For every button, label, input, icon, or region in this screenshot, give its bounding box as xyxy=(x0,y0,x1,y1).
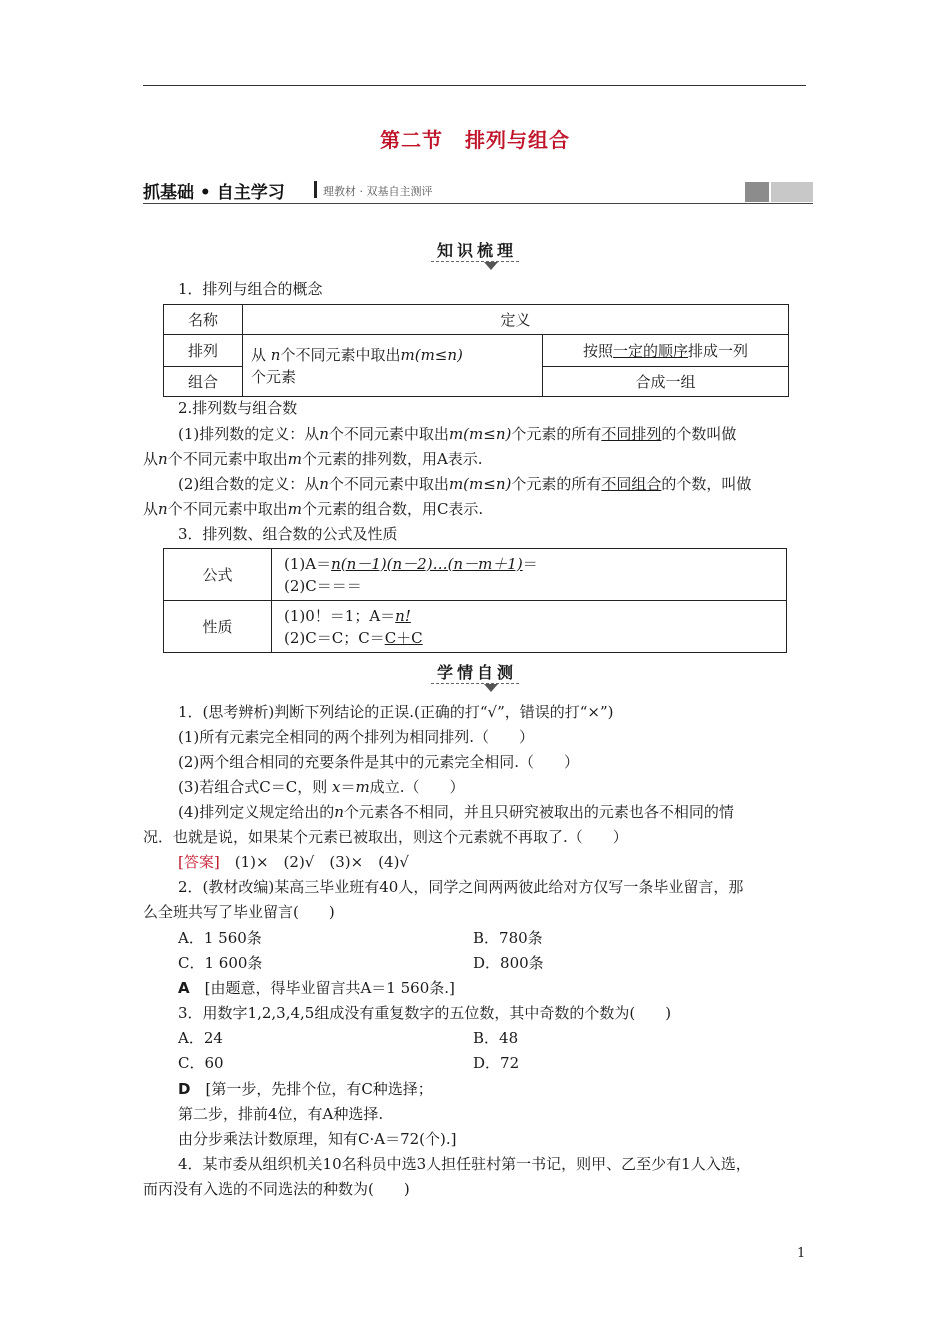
triangle-marker-icon xyxy=(484,262,498,270)
table2-formula-name: 公式 xyxy=(164,549,272,601)
q1-s2: (2)两个组合相同的充要条件是其中的元素完全相同.（ ） xyxy=(178,753,580,771)
table2-formula-cell: (1)A＝n(n－1)(n－2)…(n－m＋1)＝ (2)C＝＝＝ xyxy=(272,549,787,601)
q3-stem: 3．用数字1,2,3,4,5组成没有重复数字的五位数，其中奇数的个数为( ) xyxy=(178,1004,672,1022)
banner-title: 抓基础 • 自主学习 xyxy=(143,183,285,203)
banner-subtitle: 理教材 · 双基自主测评 xyxy=(323,185,433,198)
item2-p1-line2: 从n个不同元素中取出m个元素的排列数，用A表示. xyxy=(143,450,483,468)
section-name: 排列与组合 xyxy=(465,128,570,152)
triangle-marker-icon xyxy=(484,684,498,692)
q3-answer-line1: D [第一步，先排个位，有C种选择； xyxy=(178,1080,433,1098)
item2-title: 2.排列数与组合数 xyxy=(178,399,298,417)
table2-property-cell: (1)0！＝1；A＝n! (2)C＝C；C＝C＋C xyxy=(272,601,787,653)
item1-title: 1．排列与组合的概念 xyxy=(178,280,323,298)
q2-answer: A [由题意，得毕业留言共A＝1 560条.] xyxy=(178,979,455,997)
item3-title: 3．排列数、组合数的公式及性质 xyxy=(178,525,398,543)
q3-option-d: D．72 xyxy=(473,1054,520,1072)
q4-stem-line1: 4．某市委从组织机关10名科员中选3人担任驻村第一书记，则甲、乙至少有1人入选， xyxy=(178,1155,751,1173)
q1-s3: (3)若组合式C＝C，则 x＝m成立.（ ） xyxy=(178,778,465,796)
table1-row-perm-name: 排列 xyxy=(164,335,243,367)
section-title xyxy=(0,124,950,153)
q2-option-d: D．800条 xyxy=(473,954,544,972)
table1-comb-def: 合成一组 xyxy=(543,367,789,397)
header-rule xyxy=(143,85,806,86)
q3-answer-line2: 第二步，排前4位，有A种选择. xyxy=(178,1105,384,1123)
table1-row-comb-name: 组合 xyxy=(164,367,243,397)
q3-option-c: C．60 xyxy=(178,1054,224,1072)
q2-stem-line2: 么全班共写了毕业留言( ) xyxy=(143,903,335,921)
page-number: 1 xyxy=(797,1246,806,1261)
q1-s4-line2: 况．也就是说，如果某个元素已被取出，则这个元素就不再取了.（ ） xyxy=(143,828,628,846)
item2-p2-line2: 从n个不同元素中取出m个元素的组合数，用C表示. xyxy=(143,500,484,518)
banner-light-block xyxy=(771,182,813,202)
q4-stem-line2: 而丙没有入选的不同选法的种数为( ) xyxy=(143,1180,410,1198)
self-test-heading: 学情自测 xyxy=(0,660,950,683)
item2-p2-line1: (2)组合数的定义：从n个不同元素中取出m(m≤n)个元素的所有不同组合的个数，叫做 xyxy=(178,475,752,493)
item2-p1-line1: (1)排列数的定义：从n个不同元素中取出m(m≤n)个元素的所有不同排列的个数叫做 xyxy=(178,425,737,443)
q2-option-c: C．1 600条 xyxy=(178,954,263,972)
section-number: 第二节 xyxy=(380,128,443,152)
q1-answer: [答案] (1)× (2)√ (3)× (4)√ xyxy=(178,853,409,871)
table2-property-name: 性质 xyxy=(164,601,272,653)
table1-shared-def: 从 n个不同元素中取出m(m≤n) 个元素 xyxy=(243,335,543,397)
banner-separator xyxy=(314,181,317,198)
concept-table xyxy=(163,304,789,397)
banner-rule xyxy=(143,203,813,204)
banner-dark-block xyxy=(745,182,769,202)
formula-table xyxy=(163,548,787,653)
q1-s4-line1: (4)排列定义规定给出的n个元素各不相同，并且只研究被取出的元素也各不相同的情 xyxy=(178,803,734,821)
table1-header-name: 名称 xyxy=(164,305,243,335)
q3-answer-line3: 由分步乘法计数原理，知有C·A＝72(个).] xyxy=(178,1130,457,1148)
learning-banner xyxy=(143,178,813,204)
table1-header-def: 定义 xyxy=(243,305,789,335)
q3-option-b: B．48 xyxy=(473,1029,519,1047)
table1-perm-def: 按照一定的顺序排成一列 xyxy=(543,335,789,367)
knowledge-heading: 知识梳理 xyxy=(0,238,950,261)
q2-option-b: B．780条 xyxy=(473,929,543,947)
q2-stem-line1: 2．(教材改编)某高三毕业班有40人，同学之间两两彼此给对方仅写一条毕业留言，那 xyxy=(178,878,744,896)
q3-option-a: A．24 xyxy=(178,1029,223,1047)
q1-stem: 1．(思考辨析)判断下列结论的正误.(正确的打“√”，错误的打“×”) xyxy=(178,703,614,721)
q1-s1: (1)所有元素完全相同的两个排列为相同排列.（ ） xyxy=(178,728,535,746)
q2-option-a: A．1 560条 xyxy=(178,929,262,947)
